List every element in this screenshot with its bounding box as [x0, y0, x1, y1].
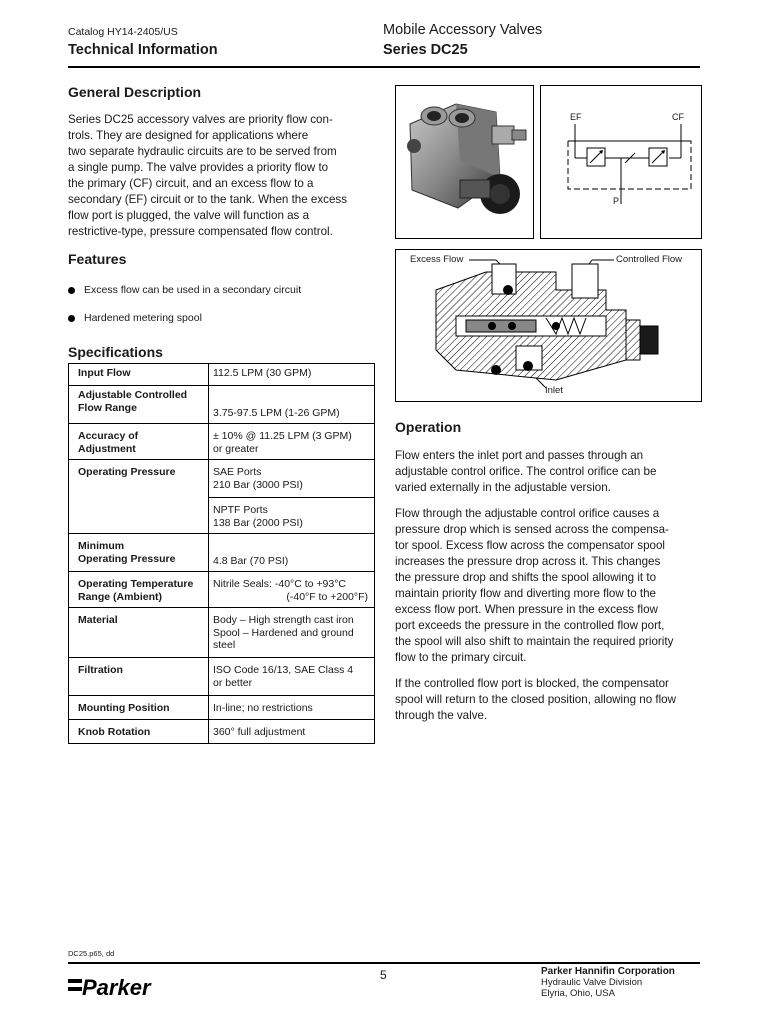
general-description-text: Series DC25 accessory valves are priority flow con- trols. They are designed for applications where two separate hydraulic circuits are to be served from a single pump. The valve provides a priority flow to the primary (CF) circuit, and an excess flow to a secondary (EF) circuit or to the tank. When the excess flow port is plugged, the valve will function as a restrictive-type, pressure compensated flow control.	[68, 113, 348, 238]
table-row: Operating Temperature Range (Ambient) Nitrile Seals: -40°C to +93°C (-40°F to +200°F)	[69, 572, 375, 608]
table-row: Material Body – High strength cast iron Spool – Hardened and ground steel	[69, 608, 375, 658]
controlled-flow-label: Controlled Flow	[616, 254, 682, 265]
excess-flow-label: Excess Flow	[410, 254, 464, 265]
table-row: Adjustable Controlled Flow Range 3.75-97.5 LPM (1-26 GPM)	[69, 386, 375, 424]
series-title: Series DC25	[383, 42, 468, 58]
bullet-icon	[68, 287, 75, 294]
header-rule	[68, 66, 700, 68]
operation-text: Flow enters the inlet port and passes through an adjustable control orifice. The control orifice can be varied externally in the adjustable version. Flow through the adjustable control orifice causes a pressure drop which is sensed across the compensa- tor spool. Excess flow across the compensator spool increases the pressure drop across it. This changes the pressure drop and shifts the spool allowing it to maintain priority flow and diverting more flow to the excess flow port. When pressure in the excess flow port exceeds the pressure in the controlled flow port, the spool will also shift to maintain the required priority flow to the primary circuit. If the controlled flow port is blocked, the compensator spool will return to the closed position, allowing no flow through the valve.	[395, 449, 676, 722]
section-title: Technical Information	[68, 42, 218, 58]
inlet-label: Inlet	[545, 385, 563, 396]
table-row: Minimum Operating Pressure 4.8 Bar (70 PSI)	[69, 534, 375, 572]
svg-text:Parker: Parker	[82, 975, 151, 1000]
company-info: Parker Hannifin Corporation Hydraulic Valve Division Elyria, Ohio, USA	[541, 966, 675, 999]
operation-heading: Operation	[395, 419, 462, 435]
valve-photo	[395, 85, 534, 239]
general-description-heading: General Description	[68, 84, 202, 100]
p-port-label: P	[613, 196, 620, 206]
table-row: Mounting Position In-line; no restrictions	[69, 696, 375, 720]
specifications-table	[68, 363, 375, 744]
file-reference: DC25.p65, dd	[68, 949, 115, 958]
table-row: Accuracy of Adjustment ± 10% @ 11.25 LPM (3 GPM) or greater	[69, 424, 375, 460]
ef-port-label: EF	[570, 112, 582, 122]
catalog-number: Catalog HY14-2405/US	[68, 26, 178, 38]
bullet-icon	[68, 315, 75, 322]
footer-rule	[68, 962, 700, 964]
feature-item: Hardened metering spool	[68, 312, 202, 324]
feature-item: Excess flow can be used in a secondary circuit	[68, 284, 301, 296]
table-row: Filtration ISO Code 16/13, SAE Class 4 or better	[69, 658, 375, 696]
product-line: Mobile Accessory Valves	[383, 22, 543, 38]
hydraulic-schematic	[540, 85, 702, 239]
table-row: NPTF Ports 138 Bar (2000 PSI)	[69, 498, 375, 534]
table-row: Input Flow 112.5 LPM (30 GPM)	[69, 364, 375, 386]
table-row: Operating Pressure SAE Ports 210 Bar (3000 PSI)	[69, 460, 375, 498]
table-row: Knob Rotation 360° full adjustment	[69, 720, 375, 744]
page-number: 5	[380, 968, 387, 982]
specifications-heading: Specifications	[68, 344, 163, 360]
cutaway-drawing	[395, 249, 702, 402]
cf-port-label: CF	[672, 112, 684, 122]
features-heading: Features	[68, 251, 127, 267]
parker-logo	[68, 970, 154, 1000]
